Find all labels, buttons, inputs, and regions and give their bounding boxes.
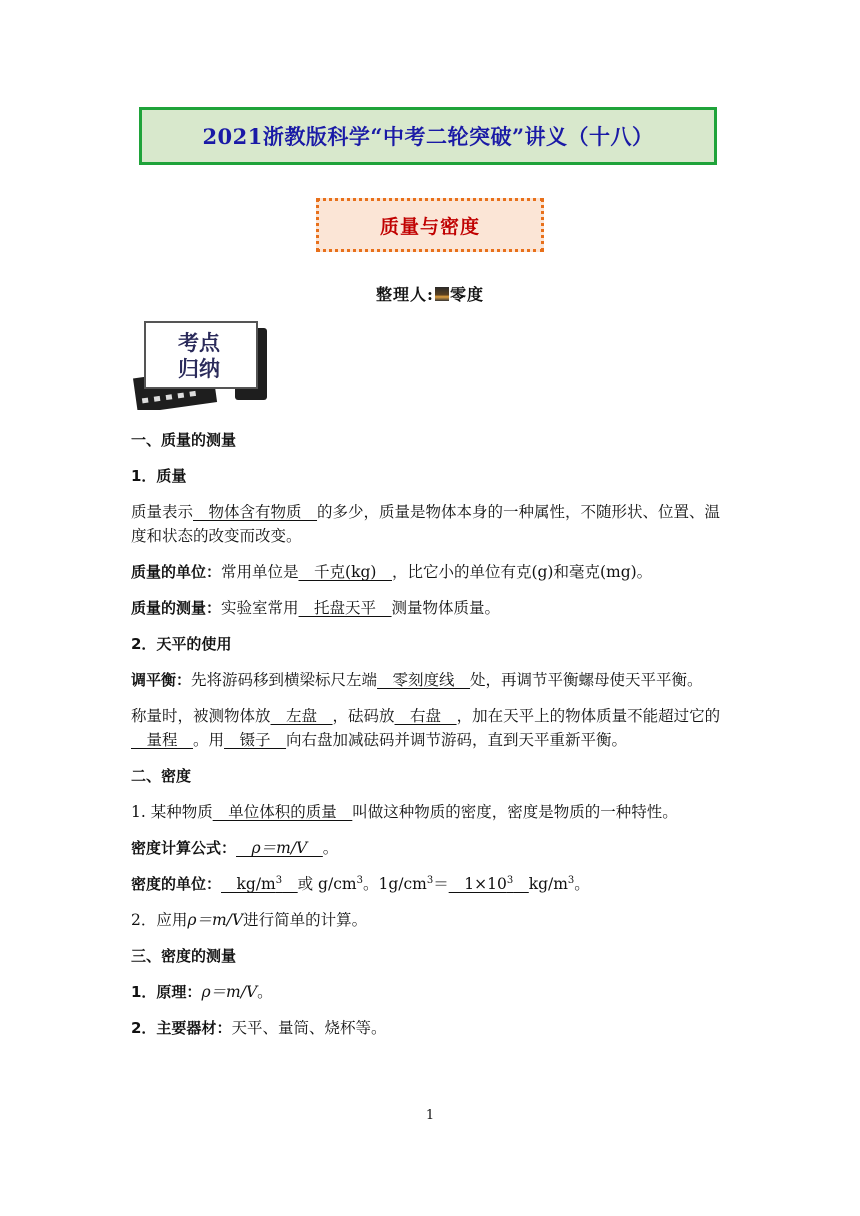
blank-answer: __千克(kg)__: [298, 563, 392, 581]
measure-equipment: 2．主要器材：天平、量筒、烧杯等。: [131, 1019, 387, 1037]
measure-principle: 1．原理：ρ＝m/V。: [131, 983, 273, 1001]
mass-measure: 质量的测量：实验室常用__托盘天平__测量物体质量。: [131, 599, 501, 617]
blank-answer: __量程__: [131, 731, 194, 749]
page-subtitle: 质量与密度: [379, 215, 480, 238]
density-definition: 1. 某种物质__单位体积的质量__叫做这种物质的密度，密度是物质的一种特性。: [131, 803, 678, 821]
mass-unit: 质量的单位：常用单位是__千克(kg)__，比它小的单位有克(g)和毫克(mg)。: [131, 563, 653, 581]
title-box: [139, 107, 717, 165]
section-1-subheading-2: 2．天平的使用: [131, 635, 232, 653]
mass-definition: 质量表示__物体含有物质__的多少，质量是物体本身的一种属性，不随形状、位置、温度和状态的改变而改变。: [131, 503, 721, 545]
blank-answer: __ρ＝m/V__: [236, 839, 323, 857]
blank-answer: __右盘__: [394, 707, 457, 725]
density-application: 2．应用ρ＝m/V进行简单的计算。: [131, 911, 368, 929]
blank-answer: __左盘__: [270, 707, 333, 725]
author-label: 整理人:: [376, 285, 434, 304]
main-content: [131, 428, 731, 1052]
key-points-logo: [133, 318, 271, 410]
subtitle-box: [316, 198, 544, 252]
author-name: 零度: [449, 285, 484, 304]
author-avatar-icon: [435, 287, 449, 301]
section-3-heading: 三、密度的测量: [131, 947, 237, 965]
balance-weigh: 称量时，被测物体放__左盘__，砝码放__右盘__，加在天平上的物体质量不能超过它的__量程__。用__镊子__向右盘加减砝码并调节游码，直到天平重新平衡。: [131, 707, 721, 749]
blank-answer: __物体含有物质__: [193, 503, 318, 521]
section-2-heading: 二、密度: [131, 767, 192, 785]
logo-text-line2: 归纳: [178, 357, 220, 381]
section-1-subheading-1: 1．质量: [131, 467, 187, 485]
author-line: [0, 282, 860, 305]
blank-answer: __零刻度线__: [377, 671, 471, 689]
logo-text-line1: 考点: [178, 331, 220, 355]
blank-answer: $\_\_kg/m^3\_\_$: [221, 874, 298, 893]
blank-answer: __单位体积的质量__: [212, 803, 353, 821]
blank-answer: __托盘天平__: [298, 599, 392, 617]
density-formula: 密度计算公式：__ρ＝m/V__。: [131, 839, 339, 857]
page-number: 1: [425, 1108, 435, 1123]
density-unit: 密度的单位：$\_\_kg/m^3\_\_$或 $g/cm^3$。$1g/cm^3=\_\_1\times 10^3\_\_kg/m^3$。: [131, 874, 590, 893]
section-1-heading: 一、质量的测量: [131, 431, 237, 449]
balance-adjust: 调平衡：先将游码移到横梁标尺左端__零刻度线__处，再调节平衡螺母使天平平衡。: [131, 671, 703, 689]
page-title: 2021浙教版科学“中考二轮突破”讲义（十八）: [202, 124, 654, 149]
blank-answer: $\_\_1\times 10^3\_\_$: [448, 874, 529, 893]
blank-answer: __镊子__: [224, 731, 287, 749]
